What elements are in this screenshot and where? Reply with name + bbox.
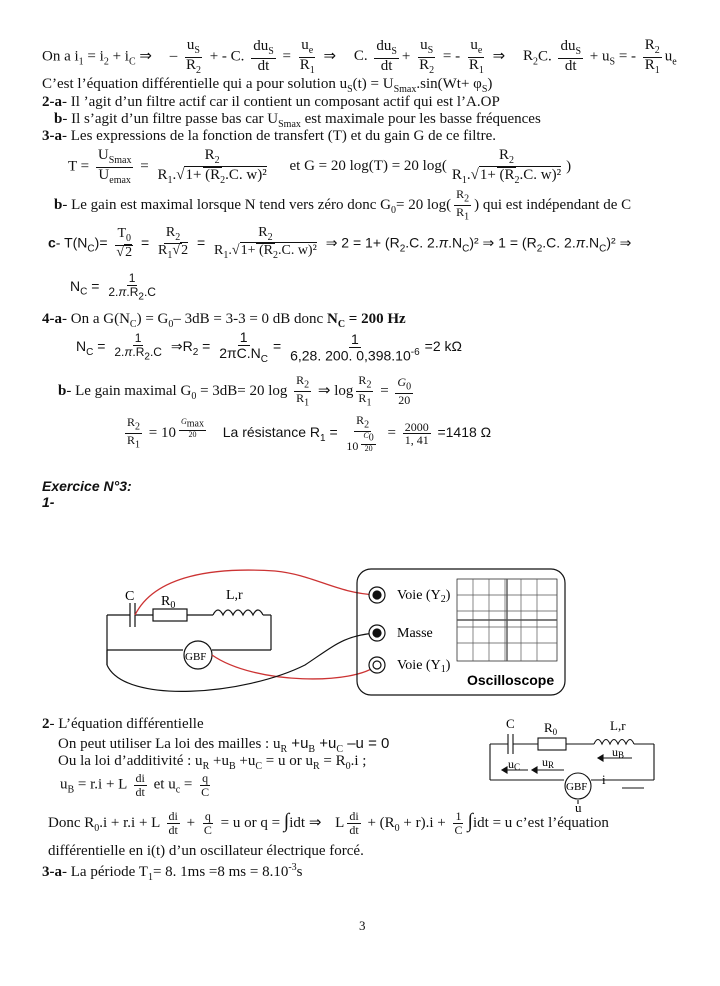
- label-voie2: Voie $(Y_2)$: [397, 588, 451, 605]
- question-3a: 3-a- Les expressions de la fonction de transfert (T) et du gain G de ce filtre.: [42, 128, 497, 144]
- nc-formula-2: $N_C$ = $\frac{1}{2.\pi.R_2.C}$ $\Rightarrow R_2$ = $\frac{1}{2\pi C.N_C}$ = $\frac{1}{6,28. 200. 0,398.10^{-6}}$ =2 kΩ: [76, 329, 462, 365]
- label-masse: Masse: [397, 626, 433, 641]
- circuit-diagram-1: [95, 565, 575, 700]
- equation-differentielle: Donc $R_0.i + r.i + L$ $\frac{di}{dt}$ + $\frac{q}{C}$ = u or q = ∫idt ⇒ L $\frac{di}{dt}$ + $(R_0 + r).i$ + $\frac{1}{C}$ ∫idt = u c’est l’équation: [48, 809, 609, 838]
- nc-formula-1: $N_C$ = $\frac{1}{2.\pi.R_2.C}$: [70, 271, 156, 302]
- question-3b: b- Le gain est maximal lorsque N tend vers zéro donc $G_0= 20$ log( $\frac{R_2}{R_1}$ ) qui est indépendant de C: [54, 187, 632, 223]
- label-oscilloscope: Oscilloscope: [467, 672, 555, 688]
- label-voie1: Voie $(Y_1)$: [397, 658, 451, 675]
- loi-mailles: On peut utiliser La loi des mailles : $u_R +u_B +u_C$ –u = 0: [58, 735, 390, 755]
- question-4b: b- Le gain maximal $G_0 = 3dB= 20$ log $\frac{R_2}{R_1}$ ⇒ log $\frac{R_2}{R_1}$ = $\frac{G_0}{20}$: [58, 373, 412, 409]
- question-3c: c- $T(N_C)=$ $\frac{T_0}{√2}$ = $\frac{R_2}{R_1√2}$ = $\frac{R_2}{R_1.√1+ (R_2.C. w)^2}$ ⇒ $2 = 1+ (R_2.C$. $2.\pi.N_C)^2$ ⇒ $1 = (R_2.C$. $2.\pi.N_C)^2$ ⇒: [48, 225, 632, 262]
- label-r0: $R_0$: [161, 594, 176, 611]
- solution-line: C’est l’équation différentielle qui a pour solution $u_S(t) = U_{Smax}.\sin(Wt+ \varphi_S)$: [42, 76, 493, 95]
- ub-uc-formula: $u_B = r.i + L$ $\frac{di}{dt}$ et $u_c$ = $\frac{q}{C}$: [60, 771, 210, 799]
- label-c: C: [125, 589, 135, 604]
- c2-label-ub: uB: [612, 745, 625, 760]
- label-gbf: GBF: [185, 651, 207, 663]
- circuit-diagram-2: [482, 712, 662, 815]
- equation-kirchhoff: On a $i_1 = i_2 + i_C$ ⇒ – $\frac{u_S}{R_2}$ + - C. $\frac{du_S}{dt}$ = $\frac{u_e}{R_1}$ ⇒ C. $\frac{du_S}{dt}$ + $\frac{u_S}{R_2}$ = - $\frac{u_e}{R_1}$ ⇒ $R_2C$. $\frac{du_S}{dt}$ + $u_S$ = - $\frac{R_2}{R_1}$ $u_e$: [42, 37, 677, 76]
- question-4a: 4-a- On a $G(N_C) = G_0-$ 3dB = 3-3 = 0 dB donc $N_C = 200$ Hz: [42, 311, 406, 330]
- resistance-calc: $\frac{R_2}{R_1}$ = 10 $^{\frac{G_{max}}{20}}$ La résistance $R_1$ = $R_2$ 10 $^{\frac{C_0}{20}}$ = $\frac{2000}{1, 41}$ =1418 Ω: [127, 413, 492, 453]
- c2-label-ur: uR: [542, 755, 555, 770]
- transfer-function: T = $\frac{U_{Smax}}{U_{emax}}$ = $\frac{R_2}{R_1.√1+ (R_2.C. w)^2}$ et G = 20 log(T) = 20 log( $\frac{R_2}{R_1.√1+ (R_2.C. w)^2}$ ): [68, 147, 572, 186]
- c2-label-i: i: [602, 772, 606, 787]
- question-2b: b- Il s’agit d’un filtre passe bas car $U_{Smax}$ est maximale pour les basse fréquences: [54, 111, 541, 130]
- question-2a: 2-a- Il ’agit d’un filtre actif car il contient un composant actif qui est l’A.OP: [42, 94, 500, 110]
- exercise-sub: 1-: [42, 494, 55, 510]
- page-number: 3: [359, 918, 366, 933]
- c2-label-lr: L,r: [610, 718, 626, 733]
- question-3a-period: 3-a- La période $T_1= 8$. 1ms =8 ms = $8.10^{-3}s$: [42, 862, 303, 883]
- c2-label-c: C: [506, 716, 515, 731]
- label-lr: L,r: [226, 588, 243, 603]
- c2-label-gbf: GBF: [566, 781, 588, 793]
- loi-additivite: Ou la loi d’additivité : $u_R +u_B +u_C = u$ or $u_R = R_0.i$ ;: [58, 753, 367, 772]
- c2-label-u: u: [575, 800, 582, 815]
- question-2: 2- L’équation différentielle: [42, 716, 204, 732]
- c2-label-r0: $R_0$: [544, 720, 558, 737]
- exercise-title: Exercice N°3:: [42, 478, 132, 494]
- equation-note: différentielle en i(t) d’un oscillateur électrique forcé.: [48, 843, 364, 859]
- c2-label-uc: uC: [508, 757, 521, 772]
